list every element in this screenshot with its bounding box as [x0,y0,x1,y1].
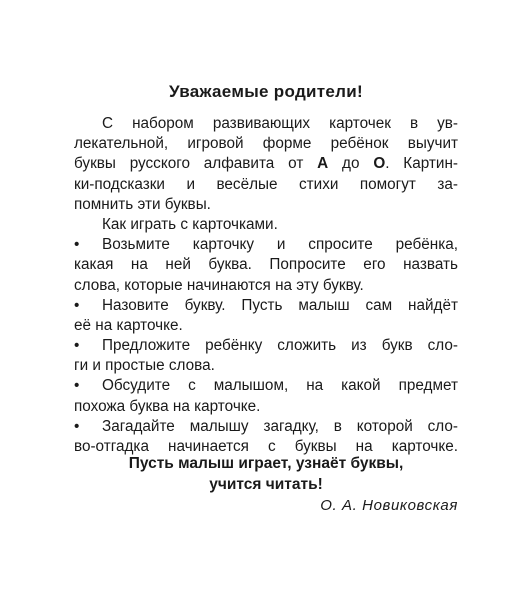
body-text [74,114,458,457]
intro-line-2: лекательной, игровой форме ребёнок выучит [74,135,458,153]
intro-line-3-start: буквы русского алфавита от [74,155,318,173]
page-title: Уважаемые родители! [168,82,363,101]
tip-3-line-1 [74,336,458,356]
tip-4-line-1 [74,376,458,396]
tip-3-text-1: Предложите ребёнку сложить из букв сло- [102,337,458,355]
intro-line-3-mid: до [328,155,374,173]
bullet-icon: • [74,417,80,435]
tip-4-line-2: похожа буква на карточке. [74,397,261,415]
closing-line-1: Пусть малыш играет, узнаёт буквы, [128,455,404,472]
closing-text [74,454,458,495]
bullet-icon: • [74,236,80,254]
tip-5-line-2: во-отгадка начинается с буквы на карточке. [74,438,458,455]
intro-line-4: ки-подсказки и весёлые стихи помогут за- [74,175,458,193]
bullet-icon: • [74,296,80,314]
tip-2-line-2: её на карточке. [74,316,183,334]
tip-1-text-1: Возьмите карточку и спросите ребёнка, [102,236,458,254]
intro-line-5: помнить эти буквы. [74,195,211,213]
tip-1-line-3: слова, которые начинаются на эту букву. [74,276,364,294]
bullet-icon: • [74,377,80,395]
tip-5-text-1: Загадайте малышу загадку, в которой сло- [102,417,458,435]
letter-to: О [373,155,386,173]
tip-1-line-2: какая на ней буква. Попросите его назвать [74,256,458,274]
how-to-play-heading: Как играть с карточками. [102,215,278,233]
author-signature: О. А. Новиковская [320,497,458,514]
tip-4-text-1: Обсудите с малышом, на какой предмет [102,377,458,395]
tip-1-line-1 [74,235,458,255]
letter-from: А [317,155,329,173]
intro-line-3 [74,154,458,174]
tip-2-line-1 [74,296,458,316]
closing-line-2: учится читать! [209,475,323,493]
intro-line-3-end: . Картин- [385,155,458,173]
tip-5-line-1 [74,417,458,437]
tip-2-text-1: Назовите букву. Пусть малыш сам найдёт [102,296,458,314]
bullet-icon: • [74,337,80,355]
tip-3-line-2: ги и простые слова. [74,357,215,375]
intro-line-1: С набором развивающих карточек в ув- [102,115,458,132]
